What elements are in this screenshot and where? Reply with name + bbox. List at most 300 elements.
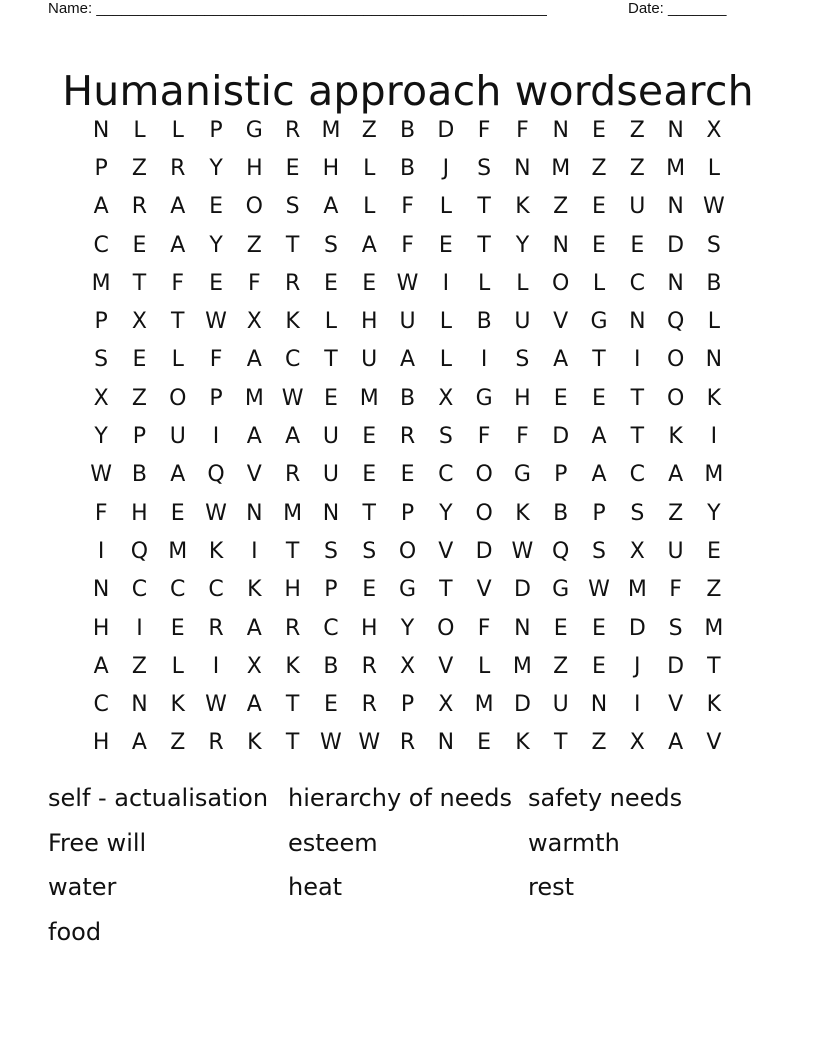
grid-cell: E: [592, 232, 606, 258]
grid-cell: H: [360, 309, 378, 335]
grid-cell: L: [439, 347, 452, 373]
word-list-item: heat: [288, 873, 343, 901]
word-list-item: water: [48, 873, 117, 901]
grid-cell: I: [634, 692, 641, 718]
grid-cell: K: [285, 653, 300, 679]
grid-cell: E: [592, 385, 606, 411]
grid-cell: W: [588, 577, 610, 603]
grid-cell: M: [321, 117, 341, 143]
grid-cell: W: [205, 309, 227, 335]
grid-cell: R: [361, 692, 377, 718]
grid-cell: T: [553, 730, 568, 756]
grid-cell: Y: [209, 155, 223, 181]
grid-cell: E: [170, 500, 185, 526]
grid-cell: W: [358, 730, 381, 756]
grid-cell: W: [396, 270, 419, 296]
grid-cell: Q: [666, 309, 685, 335]
grid-cell: N: [552, 117, 569, 143]
word-list-item: esteem: [288, 828, 378, 857]
grid-cell: E: [553, 615, 568, 641]
grid-cell: T: [630, 385, 645, 411]
grid-cell: H: [284, 577, 301, 603]
grid-cell: T: [132, 270, 147, 296]
grid-cell: V: [438, 538, 454, 564]
grid-cell: I: [136, 615, 143, 641]
grid-cell: F: [477, 615, 491, 641]
grid-cell: D: [552, 424, 570, 450]
grid-cell: Z: [131, 385, 147, 411]
grid-cell: N: [92, 577, 110, 603]
grid-cell: R: [284, 615, 301, 641]
grid-cell: Q: [130, 538, 149, 564]
grid-cell: E: [630, 232, 645, 258]
grid-cell: E: [477, 730, 492, 756]
grid-cell: T: [630, 424, 645, 450]
grid-cell: I: [480, 347, 488, 373]
grid-cell: E: [362, 462, 377, 488]
grid-cell: A: [591, 462, 607, 488]
grid-cell: K: [706, 385, 722, 411]
grid-cell: S: [94, 347, 109, 373]
grid-cell: H: [514, 385, 531, 411]
grid-cell: R: [170, 155, 186, 181]
grid-cell: H: [92, 615, 110, 641]
grid-cell: T: [362, 500, 376, 526]
grid-cell: N: [629, 309, 646, 335]
grid-cell: H: [92, 730, 110, 756]
grid-cell: W: [511, 538, 534, 564]
grid-cell: Z: [629, 117, 645, 143]
grid-cell: M: [551, 155, 571, 181]
grid-cell: L: [516, 270, 529, 296]
grid-cell: Y: [515, 232, 530, 258]
grid-cell: N: [552, 232, 569, 258]
grid-cell: F: [401, 194, 414, 220]
grid-cell: E: [438, 232, 453, 258]
grid-cell: F: [401, 232, 414, 258]
grid-cell: B: [399, 155, 416, 181]
grid-cell: N: [514, 615, 531, 641]
grid-cell: E: [323, 692, 338, 718]
grid-cell: E: [362, 424, 377, 450]
grid-cell: N: [437, 730, 455, 756]
grid-cell: W: [703, 194, 725, 220]
grid-cell: M: [359, 385, 379, 411]
grid-cell: A: [170, 194, 186, 220]
grid-cell: M: [168, 538, 188, 564]
grid-cell: E: [553, 385, 568, 411]
grid-cell: N: [590, 692, 608, 718]
grid-cell: T: [439, 577, 453, 603]
grid-cell: Z: [591, 730, 607, 756]
grid-cell: X: [706, 117, 722, 143]
grid-cell: Z: [668, 500, 684, 526]
grid-cell: L: [439, 194, 452, 220]
grid-cell: I: [212, 653, 220, 679]
grid-cell: F: [516, 117, 529, 143]
grid-cell: Y: [94, 424, 108, 450]
grid-cell: L: [363, 155, 376, 181]
letter-grid: [82, 111, 733, 762]
grid-cell: B: [323, 653, 339, 679]
grid-cell: Z: [706, 577, 722, 603]
word-list-item: Free will: [48, 828, 147, 857]
grid-cell: T: [707, 653, 721, 679]
grid-cell: S: [362, 538, 377, 564]
grid-cell: E: [362, 270, 377, 296]
grid-cell: T: [285, 538, 300, 564]
grid-cell: U: [322, 462, 339, 488]
grid-cell: S: [323, 232, 338, 258]
grid-cell: S: [630, 500, 645, 526]
grid-cell: E: [132, 232, 147, 258]
grid-cell: Y: [707, 500, 721, 526]
grid-cell: V: [668, 692, 684, 718]
grid-cell: M: [244, 385, 264, 411]
grid-cell: R: [399, 730, 416, 756]
grid-cell: C: [323, 615, 339, 641]
grid-cell: D: [475, 538, 493, 564]
grid-cell: I: [251, 538, 258, 564]
grid-cell: B: [131, 462, 147, 488]
grid-cell: Z: [361, 117, 377, 143]
grid-cell: K: [285, 309, 300, 335]
grid-cell: B: [399, 385, 416, 411]
grid-cell: A: [323, 194, 339, 220]
grid-cell: N: [705, 347, 723, 373]
grid-cell: G: [590, 309, 608, 335]
grid-cell: N: [667, 270, 684, 296]
grid-cell: X: [399, 653, 416, 679]
grid-cell: M: [627, 577, 647, 603]
grid-cell: L: [477, 270, 491, 296]
grid-cell: E: [400, 462, 415, 488]
grid-cell: T: [477, 232, 491, 258]
grid-cell: E: [209, 194, 223, 220]
grid-cell: A: [668, 730, 684, 756]
grid-cell: K: [668, 424, 683, 450]
grid-cell: R: [361, 653, 377, 679]
grid-cell: H: [246, 155, 263, 181]
grid-cell: O: [552, 270, 570, 296]
grid-cell: E: [592, 194, 606, 220]
word-list-item: self - actualisation: [48, 784, 269, 812]
grid-cell: A: [246, 424, 262, 450]
grid-cell: C: [93, 232, 109, 258]
grid-cell: E: [323, 385, 338, 411]
grid-cell: S: [668, 615, 683, 641]
header: [48, 0, 748, 18]
grid-cell: V: [706, 730, 722, 756]
grid-cell: E: [706, 538, 721, 564]
grid-cell: L: [171, 653, 184, 679]
grid-cell: S: [285, 194, 300, 220]
grid-cell: F: [94, 500, 108, 526]
grid-cell: P: [592, 500, 606, 526]
grid-cell: S: [706, 232, 721, 258]
grid-cell: O: [475, 500, 493, 526]
grid-cell: N: [667, 117, 684, 143]
grid-cell: W: [205, 500, 227, 526]
grid-cell: D: [667, 653, 685, 679]
grid-cell: A: [170, 232, 186, 258]
grid-cell: J: [442, 155, 450, 181]
grid-cell: L: [477, 653, 491, 679]
grid-cell: F: [477, 424, 491, 450]
grid-cell: P: [209, 117, 223, 143]
grid-cell: K: [247, 730, 262, 756]
grid-cell: B: [553, 500, 569, 526]
grid-cell: T: [171, 309, 185, 335]
grid-cell: T: [285, 730, 300, 756]
grid-cell: F: [248, 270, 261, 296]
grid-cell: G: [398, 577, 417, 603]
grid-cell: X: [438, 385, 454, 411]
grid-cell: L: [363, 194, 376, 220]
grid-cell: S: [477, 155, 492, 181]
grid-cell: X: [246, 653, 262, 679]
grid-cell: Y: [439, 500, 453, 526]
grid-cell: N: [92, 117, 110, 143]
grid-cell: X: [629, 538, 645, 564]
grid-cell: P: [209, 385, 223, 411]
grid-cell: C: [438, 462, 454, 488]
grid-cell: Z: [131, 155, 147, 181]
grid-cell: I: [710, 424, 718, 450]
page-title: Humanistic approach wordsearch: [62, 67, 754, 116]
grid-cell: K: [706, 692, 722, 718]
name-field: Name: ______________________________________________________: [48, 0, 547, 17]
grid-cell: V: [246, 462, 262, 488]
grid-cell: F: [669, 577, 682, 603]
grid-cell: B: [706, 270, 722, 296]
grid-cell: T: [477, 194, 491, 220]
grid-cell: A: [246, 692, 262, 718]
grid-cell: K: [515, 194, 530, 220]
grid-cell: Z: [170, 730, 186, 756]
grid-cell: L: [133, 117, 146, 143]
grid-cell: W: [281, 385, 304, 411]
grid-cell: P: [554, 462, 568, 488]
grid-cell: P: [400, 692, 415, 718]
grid-cell: K: [515, 500, 530, 526]
grid-cell: R: [284, 462, 301, 488]
word-list-item: food: [48, 917, 102, 946]
grid-cell: U: [629, 194, 646, 220]
grid-cell: L: [592, 270, 606, 296]
grid-cell: R: [208, 615, 224, 641]
grid-cell: U: [514, 309, 531, 335]
grid-cell: W: [205, 692, 227, 718]
grid-cell: M: [283, 500, 303, 526]
grid-cell: R: [399, 424, 416, 450]
grid-cell: A: [361, 232, 377, 258]
grid-cell: C: [93, 692, 109, 718]
grid-cell: A: [285, 424, 301, 450]
grid-cell: C: [629, 462, 645, 488]
grid-cell: D: [513, 577, 531, 603]
grid-cell: A: [246, 615, 262, 641]
date-field: Date: _______: [628, 0, 727, 17]
grid-cell: U: [667, 538, 684, 564]
grid-cell: E: [323, 270, 338, 296]
grid-cell: E: [170, 615, 185, 641]
grid-cell: M: [91, 270, 111, 296]
grid-cell: E: [285, 155, 300, 181]
grid-cell: M: [512, 653, 532, 679]
grid-cell: I: [97, 538, 105, 564]
grid-cell: A: [668, 462, 684, 488]
grid-cell: T: [285, 692, 300, 718]
grid-cell: G: [245, 117, 263, 143]
grid-cell: D: [513, 692, 531, 718]
grid-cell: R: [208, 730, 224, 756]
grid-cell: X: [93, 385, 109, 411]
grid-cell: F: [171, 270, 185, 296]
grid-cell: O: [666, 385, 685, 411]
grid-cell: Y: [209, 232, 223, 258]
grid-cell: T: [324, 347, 338, 373]
grid-cell: Z: [246, 232, 262, 258]
grid-cell: M: [704, 462, 724, 488]
grid-cell: D: [628, 615, 646, 641]
grid-cell: O: [398, 538, 417, 564]
grid-cell: C: [170, 577, 186, 603]
grid-cell: P: [94, 309, 108, 335]
grid-cell: N: [322, 500, 340, 526]
grid-cell: P: [132, 424, 147, 450]
grid-cell: U: [552, 692, 569, 718]
grid-cell: H: [360, 615, 378, 641]
grid-cell: Z: [591, 155, 607, 181]
grid-cell: Z: [553, 653, 569, 679]
grid-cell: O: [245, 194, 263, 220]
grid-cell: A: [399, 347, 416, 373]
grid-cell: A: [93, 653, 109, 679]
grid-cell: U: [169, 424, 186, 450]
grid-cell: H: [131, 500, 148, 526]
word-list: [48, 776, 768, 954]
grid-cell: O: [475, 462, 493, 488]
grid-cell: X: [629, 730, 645, 756]
grid-cell: N: [667, 194, 684, 220]
grid-cell: X: [438, 692, 454, 718]
grid-cell: M: [704, 615, 724, 641]
grid-cell: P: [324, 577, 338, 603]
grid-cell: V: [438, 653, 454, 679]
grid-cell: P: [400, 500, 415, 526]
grid-cell: G: [552, 577, 570, 603]
grid-cell: F: [516, 424, 529, 450]
grid-cell: T: [592, 347, 606, 373]
grid-cell: S: [592, 538, 606, 564]
grid-cell: W: [90, 462, 113, 488]
grid-cell: L: [439, 309, 452, 335]
grid-cell: O: [666, 347, 685, 373]
grid-cell: U: [361, 347, 378, 373]
grid-cell: Z: [629, 155, 645, 181]
grid-cell: G: [513, 462, 531, 488]
grid-cell: L: [171, 117, 184, 143]
grid-cell: A: [93, 194, 109, 220]
grid-cell: N: [246, 500, 263, 526]
grid-cell: Z: [131, 653, 147, 679]
grid-cell: V: [553, 309, 569, 335]
grid-cell: N: [131, 692, 148, 718]
grid-cell: V: [476, 577, 492, 603]
grid-cell: R: [131, 194, 148, 220]
grid-cell: X: [131, 309, 147, 335]
grid-cell: C: [629, 270, 645, 296]
grid-cell: D: [437, 117, 455, 143]
word-list-item: safety needs: [528, 784, 683, 812]
grid-cell: J: [634, 653, 641, 679]
grid-cell: A: [246, 347, 262, 373]
grid-cell: L: [171, 347, 184, 373]
word-list-item: warmth: [528, 828, 620, 857]
grid-cell: M: [474, 692, 494, 718]
grid-cell: B: [476, 309, 492, 335]
grid-cell: Q: [207, 462, 225, 488]
grid-cell: E: [209, 270, 223, 296]
grid-cell: I: [634, 347, 641, 373]
grid-cell: W: [320, 730, 342, 756]
grid-cell: H: [322, 155, 340, 181]
grid-cell: R: [284, 270, 301, 296]
grid-cell: S: [438, 424, 453, 450]
grid-cell: A: [131, 730, 147, 756]
grid-cell: E: [132, 347, 147, 373]
grid-cell: D: [667, 232, 685, 258]
grid-cell: S: [323, 538, 338, 564]
grid-cell: E: [362, 577, 377, 603]
grid-cell: C: [131, 577, 148, 603]
grid-cell: E: [592, 615, 606, 641]
grid-cell: O: [169, 385, 187, 411]
grid-cell: A: [170, 462, 186, 488]
grid-cell: L: [707, 155, 721, 181]
grid-cell: E: [592, 117, 606, 143]
grid-cell: K: [208, 538, 224, 564]
grid-cell: K: [515, 730, 530, 756]
grid-cell: A: [591, 424, 607, 450]
grid-cell: K: [170, 692, 185, 718]
grid-cell: F: [209, 347, 223, 373]
grid-cell: L: [707, 309, 721, 335]
grid-cell: C: [208, 577, 224, 603]
grid-cell: O: [437, 615, 455, 641]
grid-cell: U: [399, 309, 416, 335]
grid-cell: U: [322, 424, 339, 450]
grid-cell: E: [592, 653, 606, 679]
grid-cell: T: [285, 232, 300, 258]
grid-cell: Q: [552, 538, 570, 564]
grid-cell: S: [515, 347, 530, 373]
grid-cell: C: [284, 347, 301, 373]
grid-cell: M: [666, 155, 686, 181]
grid-cell: F: [477, 117, 491, 143]
grid-cell: I: [212, 424, 220, 450]
grid-cell: A: [553, 347, 569, 373]
grid-cell: N: [514, 155, 531, 181]
word-list-item: rest: [528, 873, 575, 901]
grid-cell: I: [442, 270, 450, 296]
grid-cell: G: [475, 385, 493, 411]
grid-cell: X: [246, 309, 262, 335]
grid-cell: L: [324, 309, 338, 335]
grid-cell: B: [399, 117, 416, 143]
grid-cell: Z: [553, 194, 569, 220]
